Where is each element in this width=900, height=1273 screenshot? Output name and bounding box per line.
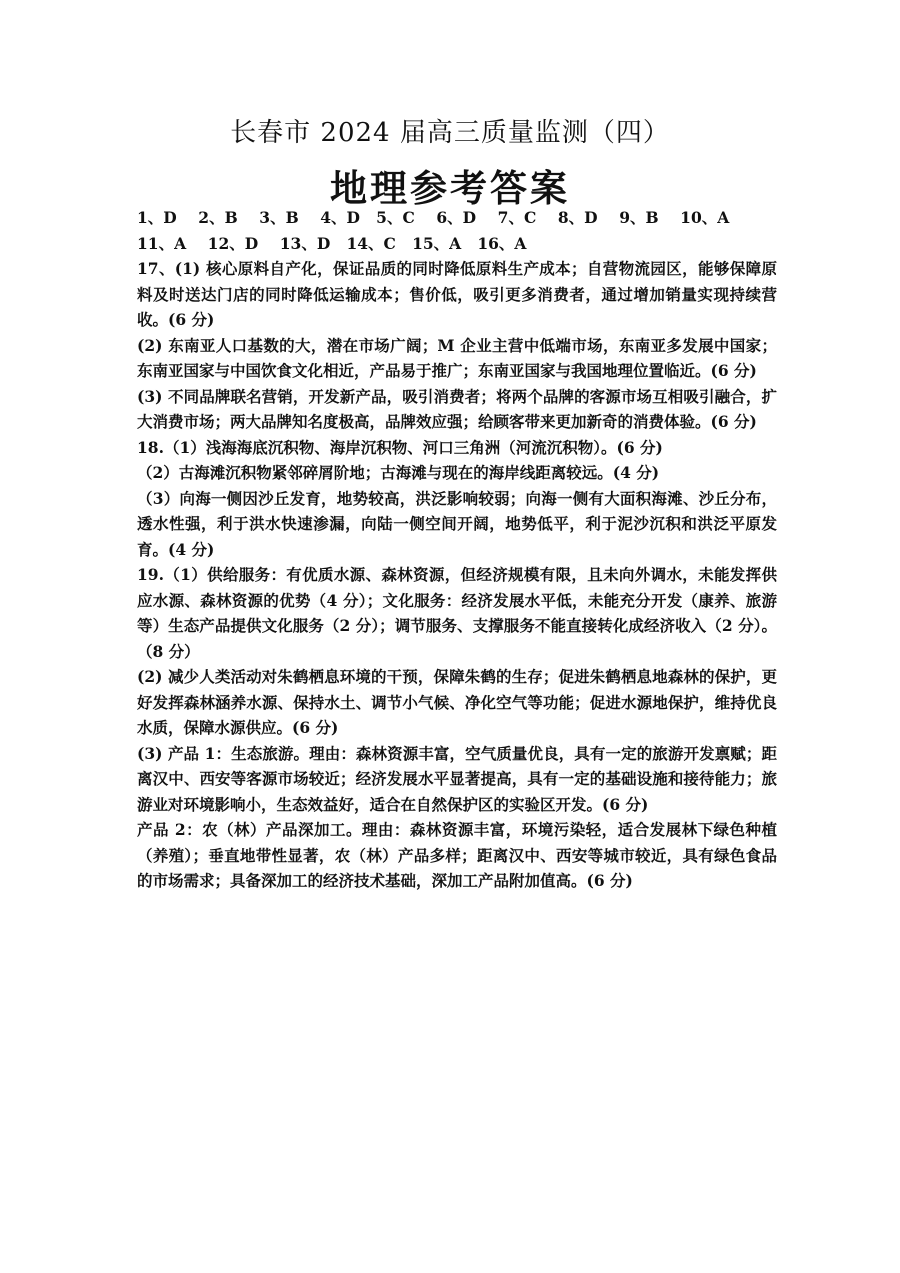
answer-body bbox=[137, 205, 777, 894]
q18-part1-answer: 18.（1）浅海海底沉积物、海岸沉积物、河口三角洲（河流沉积物）。(6 分) bbox=[137, 437, 663, 457]
q19-part2-answer: (2) 减少人类活动对朱鹤栖息环境的干预，保障朱鹤的生存；促进朱鹤栖息地森林的保护，更好发挥森林涵养水源、保持水土、调节小气候、净化空气等功能；促进水源地保护，维持优良水质，保障水源供应。(6 分) bbox=[137, 667, 777, 737]
q19-part1-answer: 19.（1）供给服务：有优质水源、森林资源，但经济规模有限，且未向外调水，未能发挥供应水源、森林资源的优势（4 分）；文化服务：经济发展水平低，未能充分开发（康养、旅游等）生态产品提供文化服务（2 分）；调节服务、支撑服务不能直接转化成经济收入（2 分）。（8 分） bbox=[137, 565, 777, 661]
q18-part2-answer: （2）古海滩沉积物紧邻碎屑阶地；古海滩与现在的海岸线距离较远。(4 分) bbox=[137, 463, 660, 482]
document-title: 地理参考答案 bbox=[330, 166, 570, 210]
exam-title: 长春市 2024 届高三质量监测（四） bbox=[230, 118, 670, 148]
multiple-choice-answers-row-1: 1、D 2、B 3、B 4、D 5、C 6、D 7、C 8、D 9、B 10、A bbox=[137, 208, 730, 227]
q19-part3-product2-answer: 产品 2：农（林）产品深加工。理由：森林资源丰富，环境污染轻，适合发展林下绿色种植（养殖）；垂直地带性显著，农（林）产品多样；距离汉中、西安等城市较近，具有绿色食品的市场需求；具备深加工的经济技术基础，深加工产品附加值高。(6 分) bbox=[137, 820, 777, 890]
q19-part3-product1-answer: (3) 产品 1：生态旅游。理由：森林资源丰富，空气质量优良，具有一定的旅游开发禀赋；距离汉中、西安等客源市场较近；经济发展水平显著提高，具有一定的基础设施和接待能力；旅游业对环境影响小，生态效益好，适合在自然保护区的实验区开发。(6 分) bbox=[137, 743, 777, 814]
q17-part2-answer: (2) 东南亚人口基数的大，潜在市场广阔；M 企业主营中低端市场，东南亚多发展中国家；东南亚国家与中国饮食文化相近，产品易于推广；东南亚国家与我国地理位置临近。(6 分) bbox=[137, 335, 777, 380]
q17-part3-answer: (3) 不同品牌联名营销，开发新产品，吸引消费者；将两个品牌的客源市场互相吸引融合，扩大消费市场；两大品牌知名度极高，品牌效应强；给顾客带来更加新奇的消费体验。(6 分) bbox=[137, 386, 777, 431]
q17-part1-answer: 17、(1) 核心原料自产化，保证品质的同时降低原料生产成本；自营物流园区，能够保障原料及时送达门店的同时降低运输成本；售价低，吸引更多消费者，通过增加销量实现持续营收。(6 分) bbox=[137, 259, 777, 329]
multiple-choice-answers-row-2: 11、A 12、D 13、D 14、C 15、A 16、A bbox=[137, 233, 527, 253]
q18-part3-answer: （3）向海一侧因沙丘发育，地势较高，洪泛影响较弱；向海一侧有大面积海滩、沙丘分布，透水性强，利于洪水快速渗漏，向陆一侧空间开阔，地势低平，利于泥沙沉积和洪泛平原发育。(4 分) bbox=[137, 488, 777, 559]
